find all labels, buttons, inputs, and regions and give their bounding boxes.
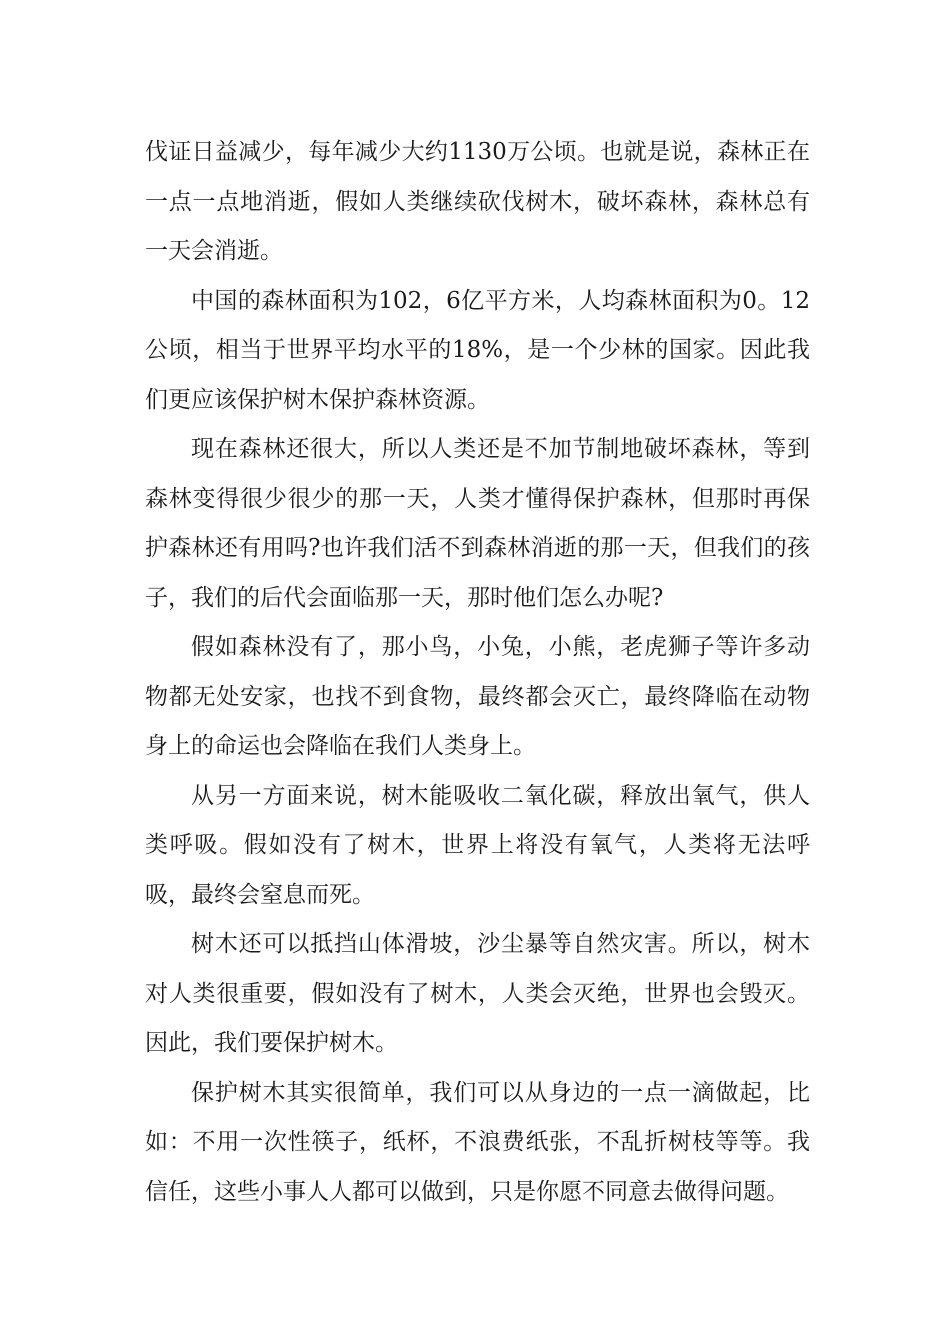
paragraph-7: 保护树木其实很简单，我们可以从身边的一点一滴做起，比如：不用一次性筷子，纸杯，不浪费纸张，不乱折树枝等等。我信任，这些小事人人都可以做到，只是你愿不同意去做得问题。 xyxy=(145,1079,810,1205)
paragraph-4: 假如森林没有了，那小鸟，小兔，小熊，老虎狮子等许多动物都无处安家，也找不到食物，最终都会灭亡，最终降临在动物身上的命运也会降临在我们人类身上。 xyxy=(145,634,810,759)
paragraph-5: 从另一方面来说，树木能吸收二氧化碳，释放出氧气，供人类呼吸。假如没有了树木，世界上将没有氧气，人类将无法呼吸，最终会窒息而死。 xyxy=(145,782,810,908)
paragraph-2: 中国的森林面积为102，6亿平方米，人均森林面积为0。12公顷，相当于世界平均水平的18%，是一个少林的国家。因此我们更应该保护树木保护森林资源。 xyxy=(145,287,810,413)
paragraph-3: 现在森林还很大，所以人类还是不加节制地破坏森林，等到森林变得很少很少的那一天，人类才懂得保护森林，但那时再保护森林还有用吗?也许我们活不到森林消逝的那一天，但我们的孩子，我们的后代会面临那一天，那时他们怎么办呢? xyxy=(145,436,810,611)
paragraph-6: 树木还可以抵挡山体滑坡，沙尘暴等自然灾害。所以，树木对人类很重要，假如没有了树木，人类会灭绝，世界也会毁灭。因此，我们要保护树木。 xyxy=(145,931,810,1056)
paragraph-1: 伐证日益减少，每年减少大约1130万公顷。也就是说，森林正在一点一点地消逝，假如人类继续砍伐树木，破坏森林，森林总有一天会消逝。 xyxy=(145,139,810,264)
document-body xyxy=(145,128,810,1217)
